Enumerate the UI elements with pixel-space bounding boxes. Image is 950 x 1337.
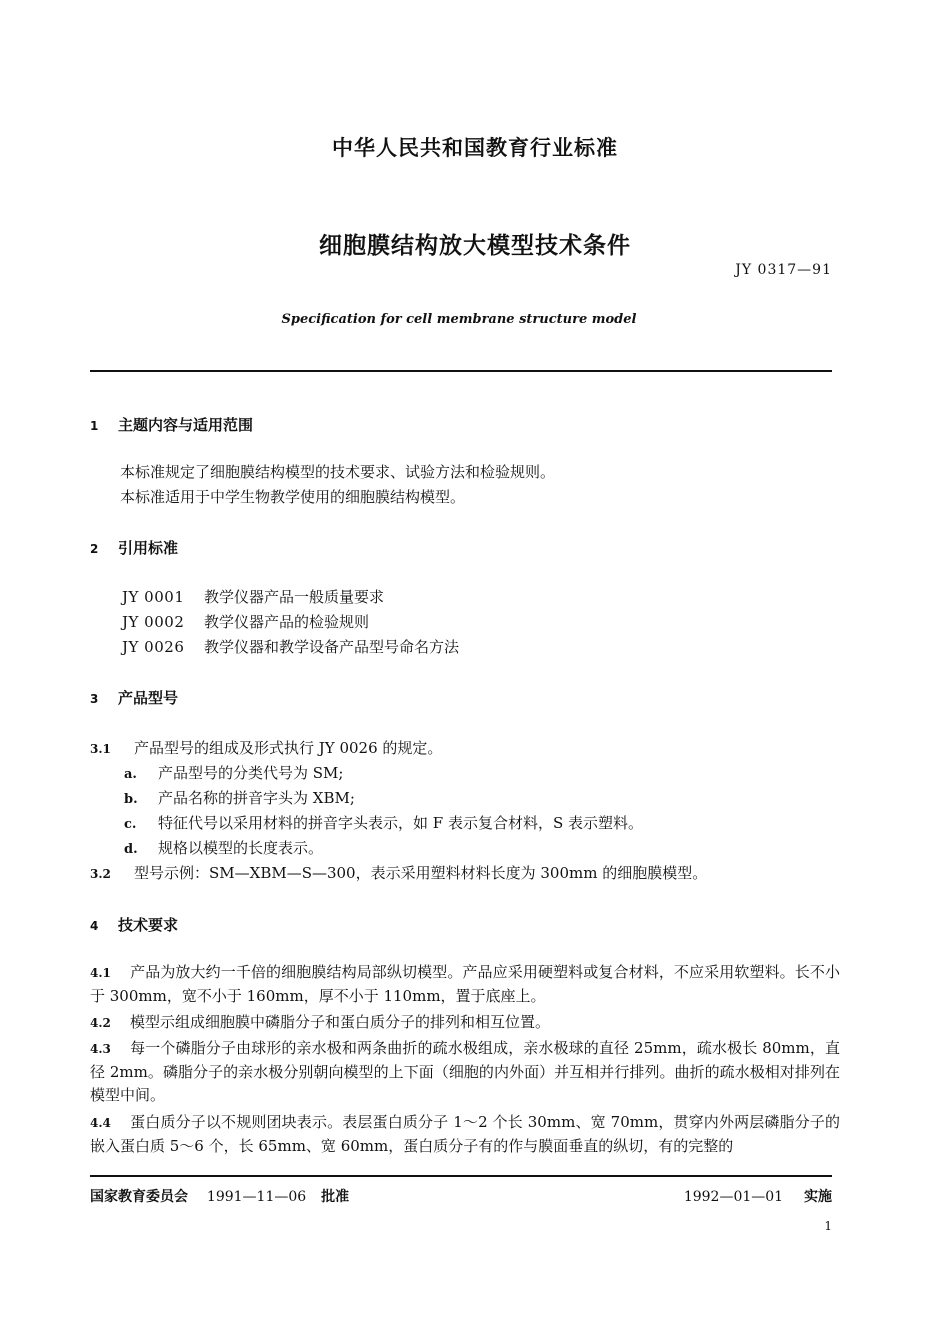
list-item — [124, 787, 355, 808]
issuer: 国家教育委员会 — [90, 1189, 188, 1205]
reference-item — [122, 636, 459, 657]
clause-3-2 — [90, 862, 707, 883]
section-number: 4 — [90, 919, 99, 933]
section-title: 产品型号 — [118, 689, 179, 707]
reference-item — [122, 611, 369, 632]
section-2-heading — [90, 537, 178, 558]
standard-code: JY 0317—91 — [735, 262, 832, 278]
implementation-date: 1992—01—01 — [683, 1189, 784, 1205]
section-title: 引用标准 — [118, 539, 179, 557]
item-text: 产品型号的分类代号为 SM; — [158, 764, 344, 782]
item-letter: c. — [124, 817, 137, 832]
document-title: 细胞膜结构放大模型技术条件 — [319, 233, 631, 259]
item-text: 特征代号以采用材料的拼音字头表示，如 F 表示复合材料，S 表示塑料。 — [158, 814, 643, 832]
section-number: 2 — [90, 542, 99, 556]
reference-item — [122, 586, 384, 607]
item-letter: d. — [124, 842, 138, 857]
section-4-heading — [90, 914, 178, 935]
item-text: 规格以模型的长度表示。 — [158, 839, 324, 857]
section-number: 1 — [90, 419, 99, 433]
footer-implementation — [684, 1186, 832, 1206]
section-number: 3 — [90, 692, 99, 706]
clause-text: 每一个磷脂分子由球形的亲水极和两条曲折的疏水极组成，亲水极球的直径 25mm，疏水极长 80mm，直径 2mm。磷脂分子的亲水极分别朝向模型的上下面（细胞的内外面）并互相并行排列。曲折的疏水极相对排列在模型中间。 — [90, 1039, 840, 1104]
approve-date: 1991—11—06 — [206, 1189, 307, 1205]
clause-text: 模型示组成细胞膜中磷脂分子和蛋白质分子的排列和相互位置。 — [130, 1013, 551, 1031]
clause-4-4 — [90, 1111, 840, 1158]
section-title: 主题内容与适用范围 — [118, 416, 254, 434]
reference-name: 教学仪器产品的检验规则 — [204, 613, 370, 631]
item-letter: b. — [124, 792, 138, 807]
clause-text: 产品为放大约一千倍的细胞膜结构局部纵切模型。产品应采用硬塑料或复合材料，不应采用软塑料。长不小于 300mm，宽不小于 160mm，厚不小于 110mm，置于底座上。 — [90, 963, 840, 1005]
list-item — [124, 837, 323, 858]
section-1-para-1: 本标准规定了细胞膜结构模型的技术要求、试验方法和检验规则。 — [120, 463, 556, 481]
clause-number: 3.2 — [90, 867, 111, 881]
reference-code: JY 0026 — [122, 638, 185, 656]
reference-code: JY 0002 — [122, 613, 185, 631]
footer-rule — [90, 1175, 832, 1177]
clause-3-1 — [90, 737, 442, 758]
clause-number: 4.1 — [90, 966, 111, 980]
section-title: 技术要求 — [118, 916, 179, 934]
reference-name: 教学仪器和教学设备产品型号命名方法 — [204, 638, 460, 656]
section-1-para-2: 本标准适用于中学生物教学使用的细胞膜结构模型。 — [120, 488, 466, 506]
clause-number: 3.1 — [90, 742, 111, 756]
clause-4-2 — [90, 1011, 840, 1035]
list-item — [124, 762, 343, 783]
section-3-heading — [90, 687, 178, 708]
item-letter: a. — [124, 767, 137, 782]
reference-code: JY 0001 — [122, 588, 185, 606]
implementation-label: 实施 — [804, 1189, 832, 1205]
clause-number: 4.2 — [90, 1016, 111, 1030]
clause-number: 4.4 — [90, 1116, 111, 1130]
clause-text: 型号示例：SM—XBM—S—300，表示采用塑料材料长度为 300mm 的细胞膜模型。 — [134, 864, 708, 882]
standard-type-heading: 中华人民共和国教育行业标准 — [332, 136, 618, 160]
footer-approval — [90, 1186, 349, 1206]
header-rule — [90, 370, 832, 372]
clause-4-1 — [90, 961, 840, 1008]
clause-text: 产品型号的组成及形式执行 JY 0026 的规定。 — [134, 739, 443, 757]
clause-number: 4.3 — [90, 1042, 111, 1056]
clause-4-3 — [90, 1037, 840, 1107]
list-item — [124, 812, 643, 833]
page-number: 1 — [824, 1219, 832, 1233]
item-text: 产品名称的拼音字头为 XBM; — [158, 789, 355, 807]
approve-label: 批准 — [321, 1189, 350, 1205]
english-title: Specification for cell membrane structure model — [281, 312, 637, 327]
reference-name: 教学仪器产品一般质量要求 — [204, 588, 385, 606]
clause-text: 蛋白质分子以不规则团块表示。表层蛋白质分子 1～2 个长 30mm、宽 70mm，贯穿内外两层磷脂分子的嵌入蛋白质 5～6 个，长 65mm、宽 60mm，蛋白质分子有的作与膜面垂直的纵切，有的完整的 — [90, 1113, 840, 1155]
section-1-heading — [90, 414, 253, 435]
